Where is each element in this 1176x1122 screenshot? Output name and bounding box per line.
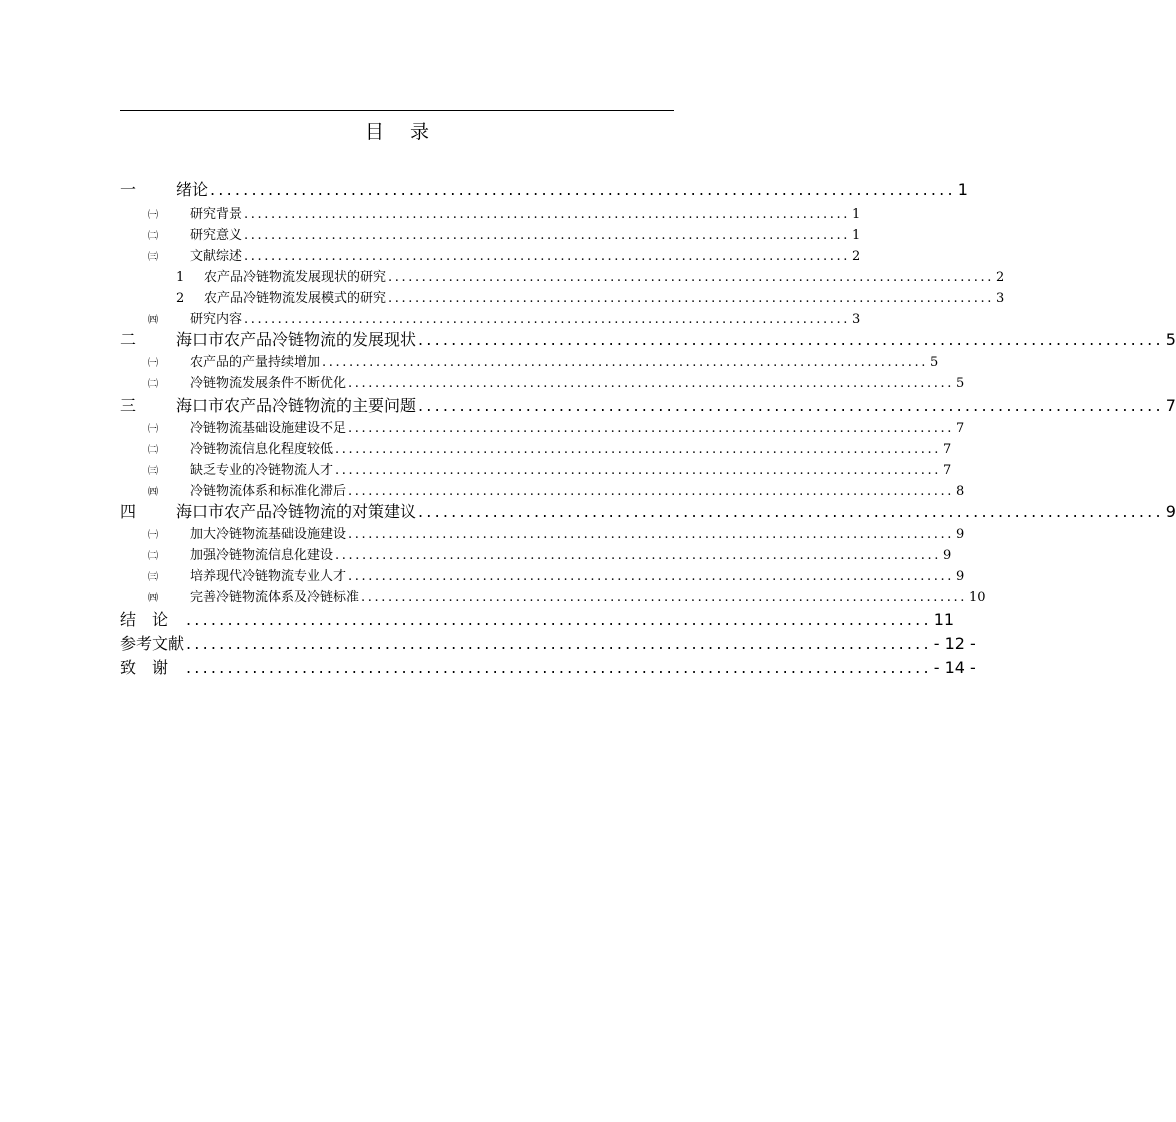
toc-title: 研究背景 — [190, 207, 243, 222]
toc-page: - 12 - — [933, 634, 976, 653]
toc-number: ㈠ — [148, 210, 158, 221]
toc-number: ㈡ — [148, 379, 158, 390]
toc-leader: .......................................................................................... — [244, 312, 850, 327]
toc-page: 7 — [942, 463, 952, 478]
toc-number: ㈣ — [148, 593, 158, 604]
toc-page: 5 — [1165, 330, 1176, 349]
toc-entry[interactable] — [120, 544, 952, 565]
toc-title: 冷链物流体系和标准化滞后 — [190, 484, 347, 499]
toc-entry[interactable] — [120, 459, 952, 480]
toc-title: 加强冷链物流信息化建设 — [190, 548, 334, 563]
toc-title: 绪论 — [176, 180, 209, 199]
toc-page: 3 — [995, 291, 1005, 306]
toc-number: ㈣ — [148, 487, 158, 498]
toc-title: 结论 — [120, 610, 185, 629]
toc-leader: .......................................................................................... — [361, 590, 967, 605]
toc-entry[interactable] — [120, 177, 968, 199]
toc-page: 11 — [933, 610, 955, 629]
toc-entry[interactable] — [120, 523, 965, 544]
toc-page: 10 — [968, 590, 986, 605]
toc-leader: .......................................................................................... — [348, 376, 954, 391]
toc-leader: .......................................................................................... — [210, 180, 956, 199]
toc-entry[interactable] — [120, 266, 1005, 287]
toc-number: ㈠ — [148, 358, 158, 369]
toc-leader: .......................................................................................... — [335, 548, 941, 563]
toc-number: 1 — [176, 270, 185, 285]
toc-leader: .......................................................................................... — [186, 634, 932, 653]
toc-leader: .......................................................................................... — [388, 270, 994, 285]
toc-title: 加大冷链物流基础设施建设 — [190, 527, 347, 542]
toc-entry[interactable] — [120, 655, 976, 677]
toc-leader: .......................................................................................... — [322, 355, 928, 370]
toc-leader: .......................................................................................... — [348, 421, 954, 436]
toc-leader: .......................................................................................... — [186, 610, 932, 629]
toc-number: ㈢ — [148, 252, 158, 263]
toc-page: 3 — [851, 312, 861, 327]
toc-entry[interactable] — [120, 287, 1005, 308]
toc-entry[interactable] — [120, 565, 965, 586]
toc-page: 7 — [942, 442, 952, 457]
toc-leader: .......................................................................................... — [418, 502, 1164, 521]
toc-entry[interactable] — [120, 308, 861, 329]
toc-title: 农产品的产量持续增加 — [190, 355, 321, 370]
toc-entry[interactable] — [120, 372, 965, 393]
toc-page: 2 — [851, 249, 861, 264]
toc-page: - 14 - — [933, 658, 976, 677]
toc-entry[interactable] — [120, 631, 976, 653]
toc-title: 完善冷链物流体系及冷链标准 — [190, 590, 360, 605]
toc-leader: .......................................................................................... — [348, 484, 954, 499]
toc-page: 5 — [955, 376, 965, 391]
toc-page: 8 — [955, 484, 965, 499]
toc-number: ㈠ — [148, 530, 158, 541]
toc-title: 冷链物流信息化程度较低 — [190, 442, 334, 457]
toc-entry[interactable] — [120, 224, 861, 245]
toc-title: 文献综述 — [190, 249, 243, 264]
toc-number: ㈢ — [148, 466, 158, 477]
toc-leader: .......................................................................................... — [335, 442, 941, 457]
page-title: 目录 — [364, 121, 455, 143]
toc-entry[interactable] — [120, 499, 1176, 521]
toc-leader: .......................................................................................... — [335, 463, 941, 478]
toc-number: ㈡ — [148, 445, 158, 456]
toc-title: 海口市农产品冷链物流的对策建议 — [176, 502, 417, 521]
toc-number: 四 — [120, 502, 137, 521]
toc-leader: .......................................................................................... — [348, 569, 954, 584]
toc-leader: .......................................................................................... — [244, 228, 850, 243]
toc-page: 1 — [851, 228, 861, 243]
toc-title: 研究意义 — [190, 228, 243, 243]
toc-number: 三 — [120, 396, 137, 415]
toc-number: 2 — [176, 291, 185, 306]
toc-page: 9 — [942, 548, 952, 563]
toc-title: 致谢 — [120, 658, 185, 677]
toc-leader: .......................................................................................... — [388, 291, 994, 306]
toc-number: ㈠ — [148, 424, 158, 435]
toc-number: ㈡ — [148, 231, 158, 242]
toc-entry[interactable] — [120, 203, 861, 224]
toc-page: 2 — [995, 270, 1005, 285]
toc-leader: .......................................................................................... — [348, 527, 954, 542]
toc-number: 一 — [120, 180, 137, 199]
toc-title: 研究内容 — [190, 312, 243, 327]
toc-number: 二 — [120, 330, 137, 349]
toc-entry[interactable] — [120, 417, 965, 438]
toc-page: 7 — [955, 421, 965, 436]
toc-title: 农产品冷链物流发展模式的研究 — [204, 291, 387, 306]
toc-number: ㈣ — [148, 315, 158, 326]
toc-title: 海口市农产品冷链物流的发展现状 — [176, 330, 417, 349]
toc-entry[interactable] — [120, 393, 1176, 415]
toc-entry[interactable] — [120, 480, 965, 501]
toc-page: 7 — [1165, 396, 1176, 415]
toc-page: 9 — [1165, 502, 1176, 521]
toc-title: 冷链物流发展条件不断优化 — [190, 376, 347, 391]
toc-page: 1 — [957, 180, 968, 199]
toc-entry[interactable] — [120, 327, 1176, 349]
toc-title: 参考文献 — [120, 634, 185, 653]
header-rule — [120, 110, 674, 111]
toc-entry[interactable] — [120, 586, 986, 607]
toc-title: 海口市农产品冷链物流的主要问题 — [176, 396, 417, 415]
toc-page: 5 — [929, 355, 939, 370]
toc-leader: .......................................................................................... — [244, 249, 850, 264]
toc-title: 缺乏专业的冷链物流人才 — [190, 463, 334, 478]
toc-entry[interactable] — [120, 607, 955, 629]
toc-entry[interactable] — [120, 438, 952, 459]
toc-leader: .......................................................................................... — [418, 330, 1164, 349]
toc-page: 1 — [851, 207, 861, 222]
toc-entry[interactable] — [120, 245, 861, 266]
toc-leader: .......................................................................................... — [244, 207, 850, 222]
toc-entry[interactable] — [120, 351, 939, 372]
toc-title: 农产品冷链物流发展现状的研究 — [204, 270, 387, 285]
toc-number: ㈡ — [148, 551, 158, 562]
toc-title: 冷链物流基础设施建设不足 — [190, 421, 347, 436]
toc-title: 培养现代冷链物流专业人才 — [190, 569, 347, 584]
toc-leader: .......................................................................................... — [186, 658, 932, 677]
toc-page: 9 — [955, 569, 965, 584]
toc-page: 9 — [955, 527, 965, 542]
toc-number: ㈢ — [148, 572, 158, 583]
toc-leader: .......................................................................................... — [418, 396, 1164, 415]
